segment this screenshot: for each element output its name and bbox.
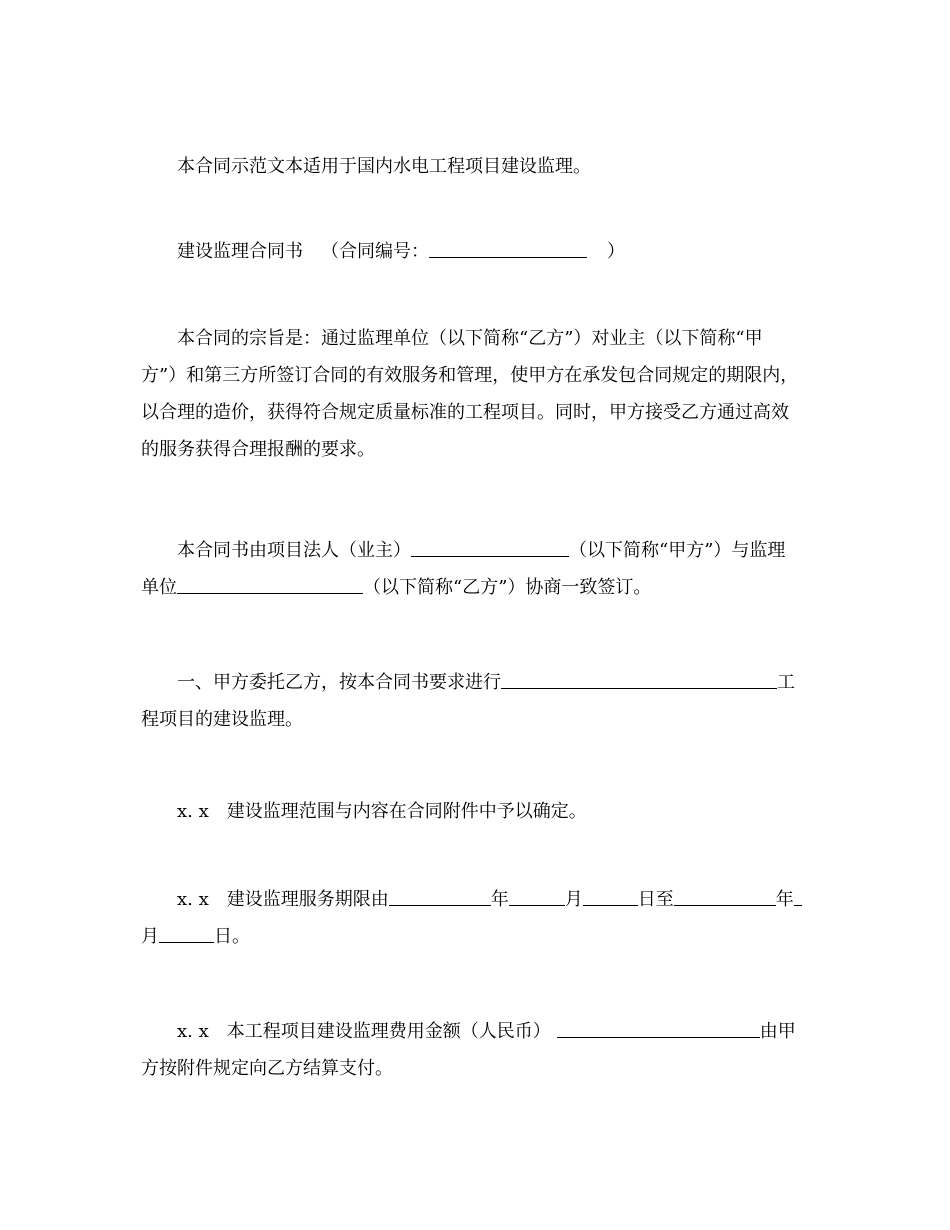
year-label: 年 bbox=[775, 889, 794, 910]
clause-number: x. x bbox=[177, 801, 209, 822]
project-name-blank[interactable] bbox=[501, 670, 777, 689]
article-1-text: 程项目的建设监理。 bbox=[141, 709, 303, 730]
intro-text: 本合同示范文本适用于国内水电工程项目建设监理。 bbox=[177, 156, 591, 177]
parties-text: （以下简称“乙方”）协商一致签订。 bbox=[363, 577, 652, 598]
start-month-blank[interactable] bbox=[509, 887, 565, 906]
article-1-text: 一、甲方委托乙方，按本合同书要求进行 bbox=[177, 672, 501, 693]
day-end-label: 日。 bbox=[214, 926, 250, 947]
end-month-blank-start[interactable] bbox=[794, 887, 802, 906]
clause-scope-text: 建设监理范围与内容在合同附件中予以确定。 bbox=[226, 801, 587, 822]
parties-text: 本合同书由项目法人（业主） bbox=[177, 540, 411, 561]
purpose-line: 的服务获得合理报酬的要求。 bbox=[141, 439, 375, 460]
parties-text: （以下简称“甲方”）与监理 bbox=[569, 540, 786, 561]
purpose-line: 本合同的宗旨是：通过监理单位（以下简称“乙方”）对业主（以下简称“甲 bbox=[177, 328, 763, 349]
parties-paragraph bbox=[141, 532, 811, 606]
purpose-line: 方”）和第三方所签订合同的有效服务和管理，使甲方在承发包合同规定的期限内， bbox=[141, 365, 799, 386]
clause-fee-text: 方按附件规定向乙方结算支付。 bbox=[141, 1058, 393, 1079]
intro-paragraph bbox=[141, 148, 811, 185]
contract-number-blank[interactable] bbox=[429, 239, 587, 258]
month-label: 月 bbox=[564, 889, 583, 910]
clause-scope-paragraph bbox=[141, 793, 811, 830]
start-year-blank[interactable] bbox=[389, 887, 491, 906]
clause-number: x. x bbox=[177, 1021, 209, 1042]
contract-title-line bbox=[141, 233, 811, 270]
clause-number: x. x bbox=[177, 889, 209, 910]
month-label: 月 bbox=[141, 926, 159, 947]
owner-name-blank[interactable] bbox=[411, 538, 569, 557]
article-1-text: 工 bbox=[777, 672, 795, 693]
parties-text: 单位 bbox=[141, 577, 177, 598]
end-year-blank[interactable] bbox=[674, 887, 776, 906]
end-day-blank[interactable] bbox=[159, 924, 214, 943]
fee-amount-blank[interactable] bbox=[557, 1019, 760, 1038]
purpose-line: 以合理的造价，获得符合规定质量标准的工程项目。同时，甲方接受乙方通过高效 bbox=[141, 402, 789, 423]
year-label: 年 bbox=[490, 889, 509, 910]
clause-fee-text: 由甲 bbox=[759, 1021, 796, 1042]
article-1-paragraph bbox=[141, 664, 811, 738]
day-to-label: 日至 bbox=[637, 889, 674, 910]
purpose-paragraph bbox=[141, 320, 811, 468]
clause-fee-paragraph bbox=[141, 1013, 811, 1087]
clause-period-text: 建设监理服务期限由 bbox=[226, 889, 389, 910]
contract-number-close: ） bbox=[607, 241, 625, 262]
start-day-blank[interactable] bbox=[583, 887, 638, 906]
supervisor-name-blank[interactable] bbox=[177, 575, 363, 594]
clause-fee-text: 本工程项目建设监理费用金额（人民币） bbox=[226, 1021, 551, 1042]
clause-period-paragraph bbox=[141, 881, 811, 955]
contract-title: 建设监理合同书 bbox=[177, 241, 303, 262]
contract-number-label: （合同编号： bbox=[321, 241, 429, 262]
